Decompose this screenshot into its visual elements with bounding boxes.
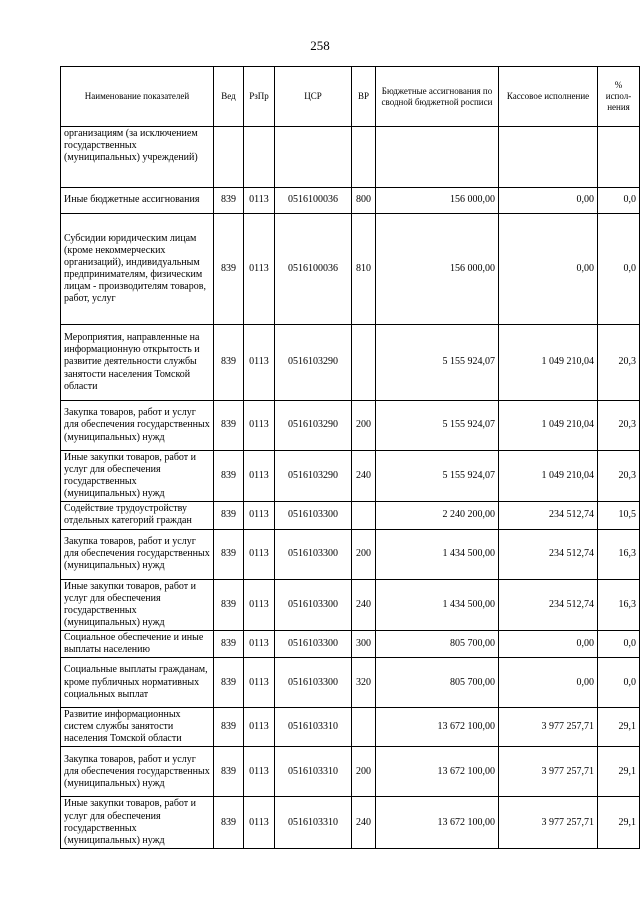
cell-percent: 29,1 xyxy=(598,708,640,747)
cell-name: Развитие информационных систем службы занятости населения Томской области xyxy=(61,708,214,747)
cell-cash: 0,00 xyxy=(499,214,598,325)
cell-csr: 0516103290 xyxy=(275,451,352,502)
cell-name: Социальное обеспечение и иные выплаты населению xyxy=(61,630,214,657)
cell-cash: 234 512,74 xyxy=(499,579,598,630)
table-header xyxy=(61,67,640,127)
cell-ved: 839 xyxy=(214,747,244,797)
page-number: 258 xyxy=(310,38,330,53)
table-row xyxy=(61,325,640,401)
cell-percent: 10,5 xyxy=(598,502,640,529)
cell-cash: 0,00 xyxy=(499,188,598,214)
cell-name: Иные закупки товаров, работ и услуг для обеспечения государственных (муниципальных) нужд xyxy=(61,451,214,502)
cell-budget: 156 000,00 xyxy=(376,214,499,325)
cell-budget: 5 155 924,07 xyxy=(376,401,499,451)
cell-name: Закупка товаров, работ и услуг для обеспечения государственных (муниципальных) нужд xyxy=(61,401,214,451)
cell-rzpr: 0113 xyxy=(244,529,275,579)
cell-budget: 805 700,00 xyxy=(376,658,499,708)
cell-cash: 234 512,74 xyxy=(499,529,598,579)
cell-name: Иные бюджетные ассигнования xyxy=(61,188,214,214)
cell-percent: 20,3 xyxy=(598,451,640,502)
header-ved: Вед xyxy=(214,67,244,127)
table-row xyxy=(61,401,640,451)
cell-vr xyxy=(352,502,376,529)
cell-ved: 839 xyxy=(214,630,244,657)
cell-name: Содействие трудоустройству отдельных категорий граждан xyxy=(61,502,214,529)
cell-ved: 839 xyxy=(214,529,244,579)
cell-percent: 16,3 xyxy=(598,579,640,630)
cell-cash: 234 512,74 xyxy=(499,502,598,529)
cell-csr: 0516100036 xyxy=(275,188,352,214)
cell-rzpr xyxy=(244,127,275,188)
cell-name: Субсидии юридическим лицам (кроме некоммерческих организаций), индивидуальным предпринимателям, физическим лицам - производителям товаров, работ, услуг xyxy=(61,214,214,325)
cell-name: Иные закупки товаров, работ и услуг для обеспечения государственных (муниципальных) нужд xyxy=(61,797,214,848)
cell-vr: 300 xyxy=(352,630,376,657)
cell-csr: 0516103300 xyxy=(275,579,352,630)
cell-vr: 240 xyxy=(352,797,376,848)
cell-cash: 0,00 xyxy=(499,630,598,657)
cell-percent: 0,0 xyxy=(598,214,640,325)
cell-vr xyxy=(352,127,376,188)
header-csr: ЦСР xyxy=(275,67,352,127)
cell-vr: 240 xyxy=(352,579,376,630)
cell-ved: 839 xyxy=(214,502,244,529)
table-row xyxy=(61,127,640,188)
cell-csr: 0516103310 xyxy=(275,797,352,848)
table-row xyxy=(61,630,640,657)
table-row xyxy=(61,797,640,848)
table-row xyxy=(61,529,640,579)
cell-budget: 156 000,00 xyxy=(376,188,499,214)
cell-ved: 839 xyxy=(214,451,244,502)
table-row xyxy=(61,502,640,529)
cell-ved: 839 xyxy=(214,188,244,214)
cell-percent: 16,3 xyxy=(598,529,640,579)
cell-budget: 5 155 924,07 xyxy=(376,451,499,502)
cell-percent: 20,3 xyxy=(598,401,640,451)
cell-csr: 0516103300 xyxy=(275,529,352,579)
cell-budget: 13 672 100,00 xyxy=(376,708,499,747)
cell-ved: 839 xyxy=(214,658,244,708)
cell-rzpr: 0113 xyxy=(244,451,275,502)
cell-cash xyxy=(499,127,598,188)
cell-budget: 2 240 200,00 xyxy=(376,502,499,529)
cell-vr xyxy=(352,708,376,747)
cell-rzpr: 0113 xyxy=(244,630,275,657)
cell-vr: 800 xyxy=(352,188,376,214)
table-row xyxy=(61,747,640,797)
cell-cash: 1 049 210,04 xyxy=(499,401,598,451)
cell-percent: 20,3 xyxy=(598,325,640,401)
cell-rzpr: 0113 xyxy=(244,325,275,401)
header-rzpr: РзПр xyxy=(244,67,275,127)
cell-csr: 0516103300 xyxy=(275,502,352,529)
table-row xyxy=(61,188,640,214)
cell-vr: 200 xyxy=(352,747,376,797)
cell-csr: 0516103290 xyxy=(275,401,352,451)
cell-percent: 0,0 xyxy=(598,188,640,214)
cell-cash: 3 977 257,71 xyxy=(499,797,598,848)
cell-percent xyxy=(598,127,640,188)
cell-budget: 1 434 500,00 xyxy=(376,579,499,630)
cell-cash: 1 049 210,04 xyxy=(499,325,598,401)
cell-budget: 13 672 100,00 xyxy=(376,797,499,848)
cell-ved: 839 xyxy=(214,797,244,848)
cell-budget: 1 434 500,00 xyxy=(376,529,499,579)
table-row xyxy=(61,708,640,747)
cell-rzpr: 0113 xyxy=(244,797,275,848)
cell-ved: 839 xyxy=(214,214,244,325)
cell-rzpr: 0113 xyxy=(244,658,275,708)
cell-csr: 0516100036 xyxy=(275,214,352,325)
header-budget: Бюджетные ассигнования по сводной бюджетной росписи xyxy=(376,67,499,127)
cell-rzpr: 0113 xyxy=(244,188,275,214)
header-vr: ВР xyxy=(352,67,376,127)
cell-rzpr: 0113 xyxy=(244,579,275,630)
cell-cash: 3 977 257,71 xyxy=(499,708,598,747)
cell-rzpr: 0113 xyxy=(244,747,275,797)
cell-percent: 29,1 xyxy=(598,747,640,797)
cell-ved: 839 xyxy=(214,401,244,451)
table-row xyxy=(61,214,640,325)
cell-name: Закупка товаров, работ и услуг для обеспечения государственных (муниципальных) нужд xyxy=(61,747,214,797)
cell-name: Социальные выплаты гражданам, кроме публичных нормативных социальных выплат xyxy=(61,658,214,708)
cell-csr: 0516103310 xyxy=(275,708,352,747)
cell-name: организациям (за исключением государственных (муниципальных) учреждений) xyxy=(61,127,214,188)
cell-vr xyxy=(352,325,376,401)
cell-percent: 0,0 xyxy=(598,658,640,708)
table-row xyxy=(61,579,640,630)
cell-vr: 200 xyxy=(352,529,376,579)
cell-csr: 0516103310 xyxy=(275,747,352,797)
cell-cash: 1 049 210,04 xyxy=(499,451,598,502)
cell-percent: 0,0 xyxy=(598,630,640,657)
cell-budget xyxy=(376,127,499,188)
cell-ved: 839 xyxy=(214,579,244,630)
cell-csr xyxy=(275,127,352,188)
cell-vr: 240 xyxy=(352,451,376,502)
cell-csr: 0516103290 xyxy=(275,325,352,401)
cell-csr: 0516103300 xyxy=(275,658,352,708)
cell-percent: 29,1 xyxy=(598,797,640,848)
cell-rzpr: 0113 xyxy=(244,502,275,529)
cell-ved xyxy=(214,127,244,188)
cell-budget: 5 155 924,07 xyxy=(376,325,499,401)
header-percent: % испол-нения xyxy=(598,67,640,127)
cell-rzpr: 0113 xyxy=(244,401,275,451)
cell-rzpr: 0113 xyxy=(244,708,275,747)
cell-csr: 0516103300 xyxy=(275,630,352,657)
cell-cash: 0,00 xyxy=(499,658,598,708)
header-cash: Кассовое исполнение xyxy=(499,67,598,127)
cell-budget: 13 672 100,00 xyxy=(376,747,499,797)
cell-vr: 810 xyxy=(352,214,376,325)
cell-cash: 3 977 257,71 xyxy=(499,747,598,797)
cell-vr: 200 xyxy=(352,401,376,451)
table-row xyxy=(61,658,640,708)
cell-name: Мероприятия, направленные на информационную открытость и развитие деятельности службы занятости населения Томской области xyxy=(61,325,214,401)
cell-rzpr: 0113 xyxy=(244,214,275,325)
cell-ved: 839 xyxy=(214,708,244,747)
cell-name: Закупка товаров, работ и услуг для обеспечения государственных (муниципальных) нужд xyxy=(61,529,214,579)
cell-name: Иные закупки товаров, работ и услуг для обеспечения государственных (муниципальных) нужд xyxy=(61,579,214,630)
cell-ved: 839 xyxy=(214,325,244,401)
table-row xyxy=(61,451,640,502)
header-name: Наименование показателей xyxy=(61,67,214,127)
cell-budget: 805 700,00 xyxy=(376,630,499,657)
cell-vr: 320 xyxy=(352,658,376,708)
budget-execution-table xyxy=(60,66,640,849)
